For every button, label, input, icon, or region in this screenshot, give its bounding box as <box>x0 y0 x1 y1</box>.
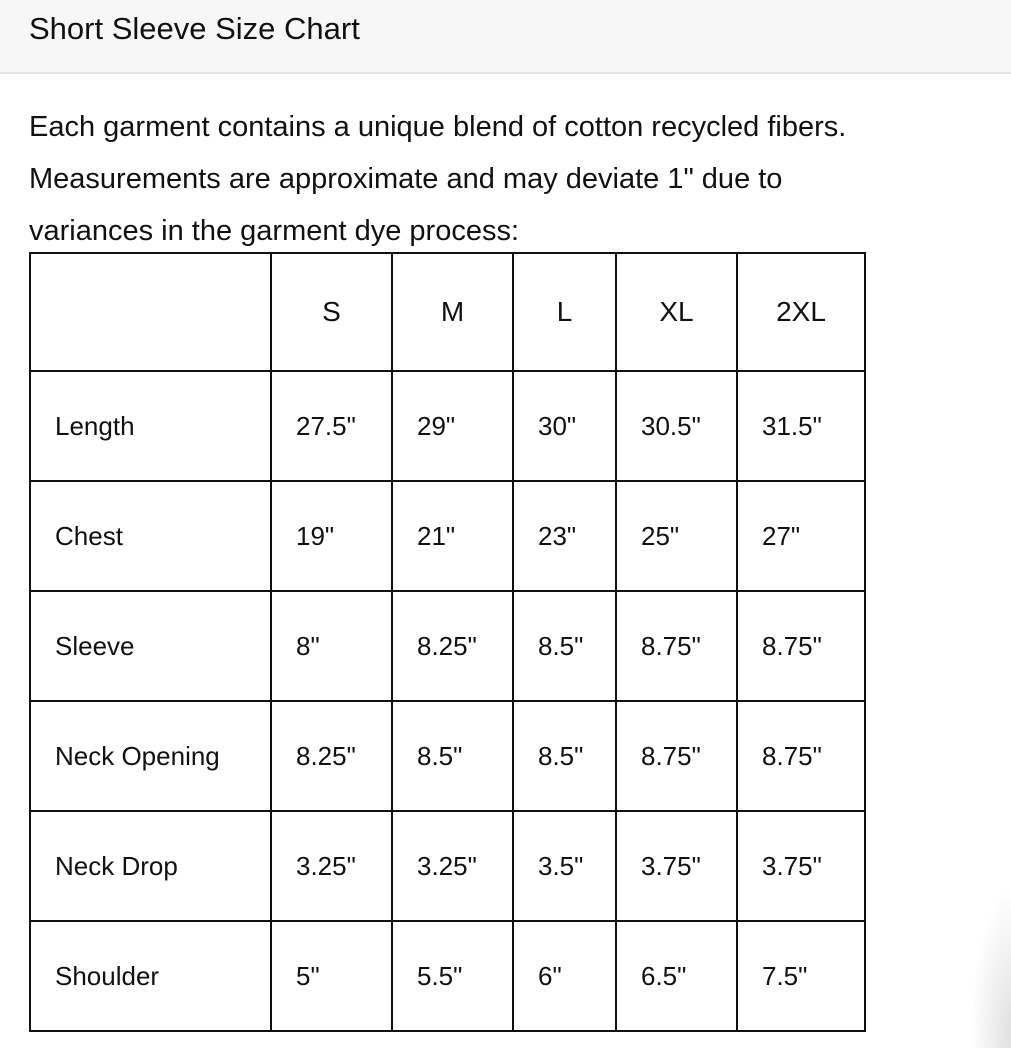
size-header-xl: XL <box>616 253 737 371</box>
row-label-shoulder: Shoulder <box>30 921 271 1031</box>
table-cell: 8.25" <box>271 701 392 811</box>
row-label-neck-drop: Neck Drop <box>30 811 271 921</box>
size-header-l: L <box>513 253 616 371</box>
description-line: variances in the garment dye process: <box>29 215 520 247</box>
table-cell: 27" <box>737 481 865 591</box>
table-row <box>30 921 865 1031</box>
table-cell: 3.75" <box>737 811 865 921</box>
size-header-2xl: 2XL <box>737 253 865 371</box>
size-header-m: M <box>392 253 513 371</box>
table-cell: 8.75" <box>616 591 737 701</box>
table-corner-cell <box>30 253 271 371</box>
table-cell: 3.5" <box>513 811 616 921</box>
page-title: Short Sleeve Size Chart <box>29 11 360 46</box>
table-cell: 8.75" <box>737 591 865 701</box>
row-label-sleeve: Sleeve <box>30 591 271 701</box>
table-cell: 8.5" <box>513 701 616 811</box>
row-label-neck-opening: Neck Opening <box>30 701 271 811</box>
page-header <box>0 0 1011 74</box>
page-corner-shadow <box>971 888 1011 1048</box>
table-cell: 21" <box>392 481 513 591</box>
table-cell: 8.75" <box>616 701 737 811</box>
table-cell: 8.5" <box>513 591 616 701</box>
table-cell: 29" <box>392 371 513 481</box>
table-cell: 5" <box>271 921 392 1031</box>
table-row <box>30 811 865 921</box>
table-cell: 3.75" <box>616 811 737 921</box>
table-cell: 19" <box>271 481 392 591</box>
table-row <box>30 481 865 591</box>
table-cell: 7.5" <box>737 921 865 1031</box>
size-chart-table <box>29 252 866 1032</box>
table-cell: 5.5" <box>392 921 513 1031</box>
table-row <box>30 371 865 481</box>
table-cell: 25" <box>616 481 737 591</box>
description-line: Measurements are approximate and may deviate 1" due to <box>29 163 783 195</box>
table-cell: 6" <box>513 921 616 1031</box>
table-cell: 31.5" <box>737 371 865 481</box>
row-label-chest: Chest <box>30 481 271 591</box>
table-cell: 27.5" <box>271 371 392 481</box>
description-line: Each garment contains a unique blend of cotton recycled fibers. <box>29 111 847 143</box>
table-cell: 8.75" <box>737 701 865 811</box>
table-cell: 23" <box>513 481 616 591</box>
table-cell: 30" <box>513 371 616 481</box>
table-row <box>30 591 865 701</box>
table-header-row <box>30 253 865 371</box>
table-cell: 3.25" <box>271 811 392 921</box>
size-chart-description <box>29 101 1009 257</box>
table-cell: 8.5" <box>392 701 513 811</box>
table-cell: 30.5" <box>616 371 737 481</box>
table-cell: 8.25" <box>392 591 513 701</box>
size-header-s: S <box>271 253 392 371</box>
table-row <box>30 701 865 811</box>
table-cell: 8" <box>271 591 392 701</box>
row-label-length: Length <box>30 371 271 481</box>
table-cell: 3.25" <box>392 811 513 921</box>
table-cell: 6.5" <box>616 921 737 1031</box>
